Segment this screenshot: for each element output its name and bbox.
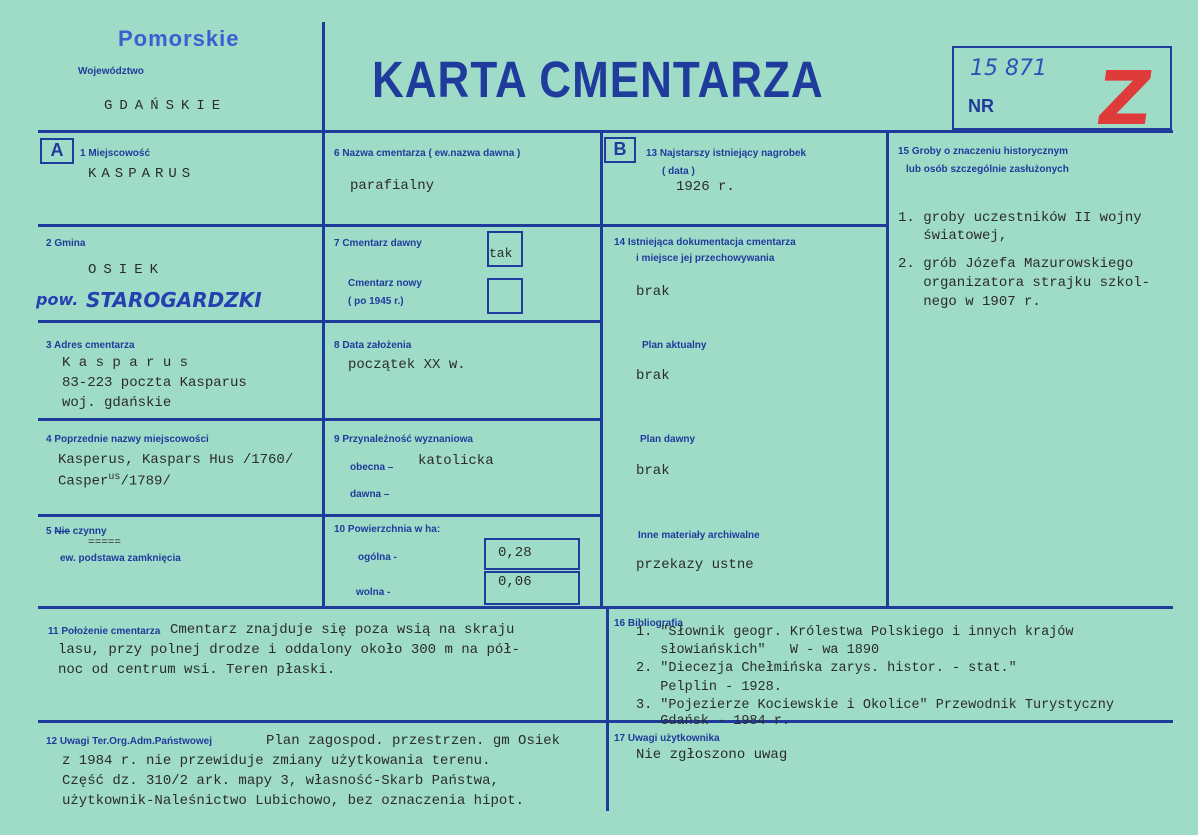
field-13-label-2: ( data ) <box>662 166 695 177</box>
field-8-value: początek XX w. <box>348 357 466 373</box>
field-4-line-1: Kasperus, Kaspars Hus /1760/ <box>58 452 294 468</box>
field-16-line-5: 3. "Pojezierze Kociewskie i Okolice" Przewodnik Turystyczny <box>636 698 1114 713</box>
field-9-label: 9 Przynależność wyznaniowa <box>334 434 473 445</box>
divider-col-c <box>886 130 889 608</box>
field-11-label: 11 Położenie cmentarza <box>48 626 161 637</box>
field-8-label: 8 Data założenia <box>334 340 412 351</box>
field-5-underline: ===== <box>88 537 122 549</box>
province-typed: GDAŃSKIE <box>104 98 228 114</box>
field-7-new-checkbox <box>487 278 523 314</box>
other-materials-value: przekazy ustne <box>636 557 754 573</box>
field-17-value: Nie zgłoszono uwag <box>636 747 788 763</box>
field-1-value: KASPARUS <box>88 166 196 182</box>
field-2-hand-value: STAROGARDZKI <box>86 288 262 312</box>
field-2-hand-prefix: pow. <box>36 290 79 309</box>
nr-label: NR <box>968 96 994 116</box>
field-2-value: OSIEK <box>88 262 166 278</box>
field-10-label: 10 Powierzchnia w ha: <box>334 524 441 535</box>
divider-header-vertical <box>322 22 325 132</box>
divider-row-6 <box>38 720 1173 723</box>
divider-col-a <box>322 130 325 608</box>
field-14-label-2: i miejsce jej przechowywania <box>636 253 775 264</box>
field-12-line-3: Część dz. 310/2 ark. mapy 3, własność-Skarb Państwa, <box>62 773 499 789</box>
field-16-line-1: 1. "Słownik geogr. Królestwa Polskiego i innych krajów <box>636 625 1074 640</box>
field-5-label-suffix: czynny <box>72 526 107 537</box>
field-16-line-4: Pelplin - 1928. <box>636 680 782 695</box>
field-3-line-2: 83-223 poczta Kasparus <box>62 375 247 391</box>
field-4-line-2-sup: us <box>108 472 121 483</box>
field-4-label: 4 Poprzednie nazwy miejscowości <box>46 434 209 445</box>
field-17-label: 17 Uwagi użytkownika <box>614 733 720 744</box>
field-14-label: 14 Istniejąca dokumentacja cmentarza <box>614 237 796 248</box>
field-9-now-label: obecna – <box>350 462 394 473</box>
category-mark: Z <box>1091 56 1158 142</box>
divider-row-2 <box>38 320 603 323</box>
field-12-line-4: użytkownik-Naleśnictwo Lubichowo, bez oznaczenia hipot. <box>62 793 525 809</box>
field-5-label-prefix: 5 <box>46 526 52 537</box>
field-12-line-2: z 1984 r. nie przewiduje zmiany użytkowania terenu. <box>62 753 491 769</box>
field-7-label-new: Cmentarz nowy <box>348 278 422 289</box>
field-15-label-2: lub osób szczególnie zasłużonych <box>906 164 1069 175</box>
field-11-line-1: Cmentarz znajduje się poza wsią na skraju <box>170 622 515 638</box>
field-9-past-label: dawna – <box>350 489 390 500</box>
field-16-line-3: 2. "Diecezja Chełmińska zarys. histor. - stat." <box>636 661 1017 676</box>
field-7-label-new-2: ( po 1945 r.) <box>348 296 404 307</box>
field-15-line-4: organizatora strajku szkol- <box>898 275 1151 291</box>
field-15-line-5: nego w 1907 r. <box>898 294 1041 310</box>
field-3-line-3: woj. gdańskie <box>62 395 172 411</box>
field-10-free-value: 0,06 <box>498 574 532 590</box>
field-10-total-value: 0,28 <box>498 545 532 561</box>
field-15-line-3: 2. grób Józefa Mazurowskiego <box>898 256 1134 272</box>
field-16-line-2: słowiańskich" W - wa 1890 <box>636 643 880 658</box>
field-6-value: parafialny <box>350 178 435 194</box>
field-12-label: 12 Uwagi Ter.Org.Adm.Państwowej <box>46 736 212 747</box>
field-15-line-1: 1. groby uczestników II wojny <box>898 210 1142 226</box>
divider-bottom-vertical <box>606 606 609 811</box>
field-13-label: 13 Najstarszy istniejący nagrobek <box>646 148 807 159</box>
field-11-line-3: noc od centrum wsi. Teren płaski. <box>58 662 336 678</box>
field-4-line-2-b: /1789/ <box>120 473 171 490</box>
field-16-label: 16 Bibliografia <box>614 618 683 629</box>
divider-row-1 <box>38 224 603 227</box>
divider-header <box>38 130 1173 133</box>
field-6-label: 6 Nazwa cmentarza ( ew.nazwa dawna ) <box>334 148 521 159</box>
divider-row-1b <box>603 224 886 227</box>
field-4-line-2-a: Casper <box>58 473 109 490</box>
field-15-label: 15 Groby o znaczeniu historycznym <box>898 146 1069 157</box>
plan-now-label: Plan aktualny <box>642 340 707 351</box>
field-5-label-struck: Nie <box>54 526 70 537</box>
field-3-line-1: K a s p a r u s <box>62 355 189 371</box>
field-3-label: 3 Adres cmentarza <box>46 340 135 351</box>
field-11-line-2: lasu, przy polnej drodze i oddalony około 300 m na pół- <box>58 642 521 658</box>
field-4-line-2 <box>58 467 171 493</box>
field-12-line-1: Plan zagospod. przestrzen. gm Osiek <box>266 733 561 749</box>
field-10-total-label: ogólna - <box>358 552 397 563</box>
field-10-free-label: wolna - <box>356 587 391 598</box>
field-7-label-old: 7 Cmentarz dawny <box>334 238 422 249</box>
section-a-box: A <box>40 138 74 164</box>
section-b-box: B <box>604 137 636 163</box>
province-stamp: Pomorskie <box>118 26 240 51</box>
plan-old-value: brak <box>636 463 670 479</box>
plan-old-label: Plan dawny <box>640 434 696 445</box>
divider-row-4 <box>38 514 603 517</box>
field-9-now-value: katolicka <box>418 453 494 469</box>
field-13-value: 1926 r. <box>676 179 735 195</box>
field-15-line-2: światowej, <box>898 228 1008 244</box>
page-title: KARTA CMENTARZA <box>372 52 824 109</box>
field-5-label-2: ew. podstawa zamknięcia <box>60 553 181 564</box>
field-14-value: brak <box>636 284 670 300</box>
province-label: Województwo <box>78 66 144 77</box>
field-1-label: 1 Miejscowość <box>80 148 151 159</box>
plan-now-value: brak <box>636 368 670 384</box>
field-16-line-6: Gdańsk - 1984 r. <box>636 714 790 729</box>
field-7-old-value: tak <box>489 246 513 261</box>
other-materials-label: Inne materiały archiwalne <box>638 530 760 541</box>
nr-handwritten: 15 871 <box>970 56 1047 81</box>
field-2-label: 2 Gmina <box>46 238 86 249</box>
divider-col-b <box>600 130 603 608</box>
divider-row-3 <box>38 418 603 421</box>
